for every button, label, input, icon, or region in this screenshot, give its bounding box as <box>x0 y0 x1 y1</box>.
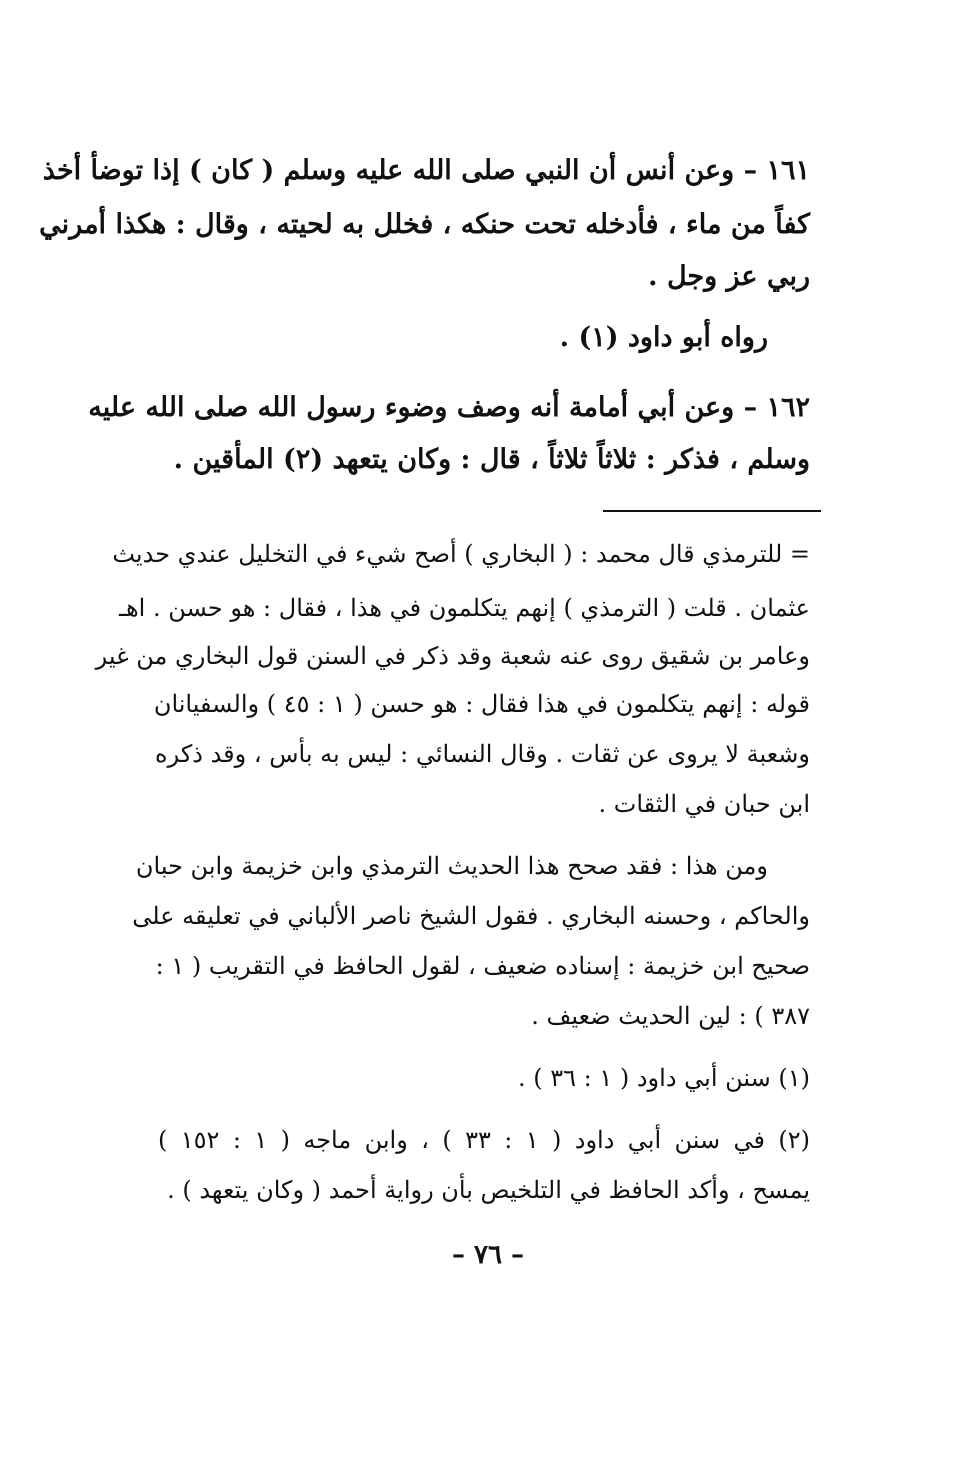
footnote-continuation-line-2: عثمان . قلت ( الترمذي ) إنهم يتكلمون في هذا ، فقال : هو حسن . اهـ <box>118 594 810 622</box>
footnote-continuation-line-6: ابن حبان في الثقات . <box>598 790 810 818</box>
hadith-162-line-1: ١٦٢ – وعن أبي أمامة أنه وصف وضوء رسول الله صلى الله عليه <box>88 392 810 423</box>
footnote-conclusion-line-1: ومن هذا : فقد صحح هذا الحديث الترمذي وابن خزيمة وابن حبان <box>135 852 768 880</box>
footnote-conclusion-line-3: صحيح ابن خزيمة : إسناده ضعيف ، لقول الحافظ في التقريب ( ١ : <box>155 952 810 980</box>
hadith-161-line-3: ربي عز وجل . <box>648 261 810 292</box>
footnote-1: (١) سنن أبي داود ( ١ : ٣٦ ) . <box>517 1064 810 1092</box>
footnote-conclusion-line-2: والحاكم ، وحسنه البخاري . فقول الشيخ ناصر الألباني في تعليقه على <box>132 902 810 930</box>
footnote-continuation-line-1: = للترمذي قال محمد : ( البخاري ) أصح شيء في التخليل عندي حديث <box>112 540 810 568</box>
footnote-continuation-line-5: وشعبة لا يروى عن ثقات . وقال النسائي : ليس به بأس ، وقد ذكره <box>155 740 810 768</box>
footnote-2-line-1: (٢) في سنن أبي داود ( ١ : ٣٣ ) ، وابن ماجه ( ١ : ١٥٢ ) <box>158 1126 811 1154</box>
footnote-conclusion-line-4: ٣٨٧ ) : لين الحديث ضعيف . <box>531 1002 810 1030</box>
footnote-continuation-line-4: قوله : إنهم يتكلمون في هذا فقال : هو حسن ( ١ : ٤٥ ) والسفيانان <box>153 690 810 718</box>
footnote-separator <box>603 510 821 512</box>
footnote-continuation-line-3: وعامر بن شقيق روى عنه شعبة وقد ذكر في السنن قول البخاري من غير <box>95 642 810 670</box>
footnote-2-line-2: يمسح ، وأكد الحافظ في التلخيص بأن رواية أحمد ( وكان يتعهد ) . <box>167 1176 810 1204</box>
page-number: – ٧٦ – <box>451 1240 525 1270</box>
hadith-162-line-2: وسلم ، فذكر : ثلاثاً ثلاثاً ، قال : وكان يتعهد (٢) المأقين . <box>173 444 810 475</box>
hadith-161-line-1: ١٦١ – وعن أنس أن النبي صلى الله عليه وسلم ( كان ) إذا توضأ أخذ <box>42 155 810 186</box>
hadith-161-narration: رواه أبو داود (١) . <box>559 322 768 353</box>
hadith-161-line-2: كفاً من ماء ، فأدخله تحت حنكه ، فخلل به لحيته ، وقال : هكذا أمرني <box>39 209 810 240</box>
